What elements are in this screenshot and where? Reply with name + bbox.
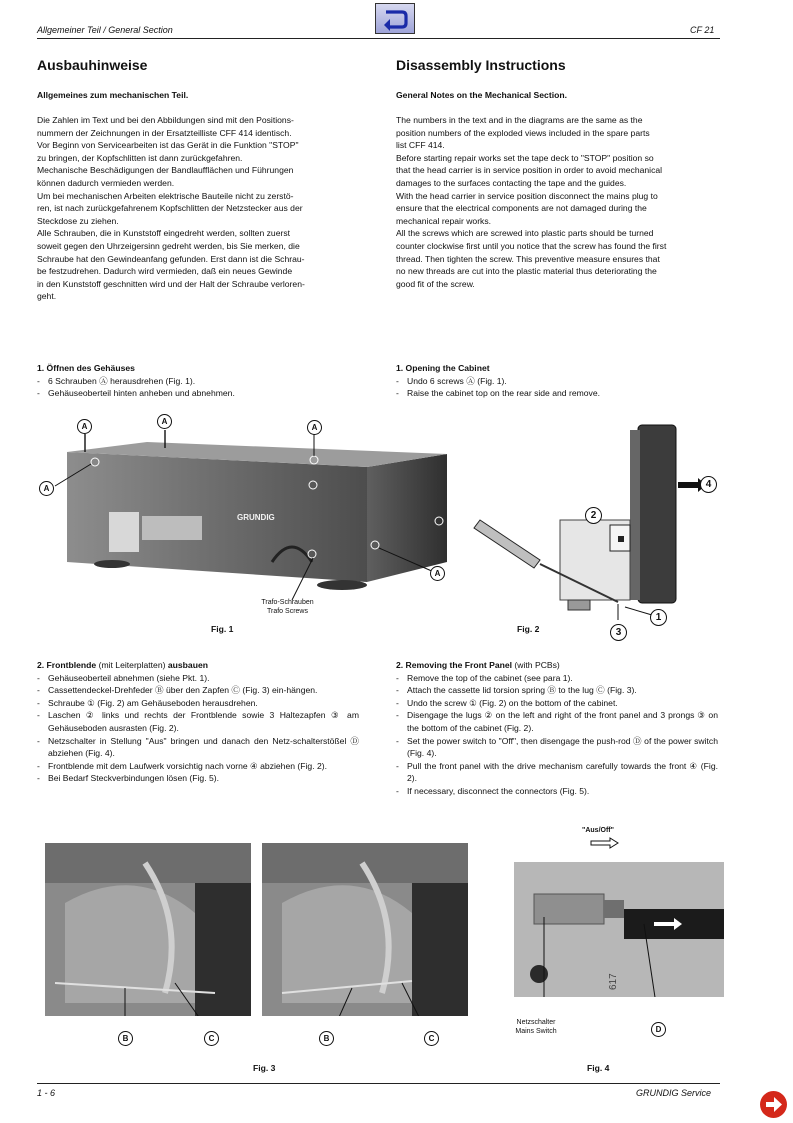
- section-heading: 1. Opening the Cabinet: [396, 363, 490, 373]
- dark-housing: [195, 883, 251, 1016]
- title-en: Disassembly Instructions: [396, 57, 566, 73]
- callout-d: D: [651, 1022, 666, 1037]
- list-item: - Gehäuseoberteil hinten anheben und abnehmen.: [37, 387, 359, 400]
- list-item: - Cassettendeckel-Drehfeder Ⓑ über den Zapfen Ⓒ (Fig. 3) ein-hängen.: [37, 684, 359, 697]
- front-panel-edge: [630, 430, 640, 600]
- callout-2: 2: [585, 507, 602, 524]
- intro-line: mechanical repair works.: [396, 215, 492, 226]
- cabinet-side-panel: [367, 454, 447, 582]
- intro-line: The numbers in the text and in the diagrams are the same as the: [396, 115, 643, 125]
- intro-line: ensure that the electrical components are not damaged during the: [396, 203, 647, 214]
- header-rule: [37, 38, 720, 39]
- intro-line: position numbers of the exploded views included in the spare parts: [396, 127, 650, 138]
- next-arrow-icon: [760, 1091, 787, 1118]
- intro-line: soweit gegen den Uhrzeigersinn gedreht werden, bis Sie merken, die: [37, 240, 300, 251]
- callout-b: B: [118, 1031, 133, 1046]
- intro-line: counter clockwise first until you notice that the screw has found the first: [396, 240, 667, 251]
- switch-bracket: [604, 900, 624, 918]
- callout-a: A: [430, 566, 445, 581]
- rear-connector-panel: [109, 512, 139, 552]
- callout-a: A: [307, 420, 322, 435]
- callout-4: 4: [700, 476, 717, 493]
- list-item: - Disengage the lugs ② on the left and right of the front panel and 3 prongs ③ on the bottom of the cabinet (Fig. 2).: [396, 709, 718, 734]
- figure-1-cabinet-photo: [37, 412, 457, 617]
- list-item: - Laschen ② links und rechts der Frontblende sowie 3 Haltezapfen ③ am Gehäuseboden ausrasten (Fig. 2).: [37, 709, 359, 734]
- subtitle-en: General Notes on the Mechanical Section.: [396, 90, 567, 100]
- pointer-line: [625, 607, 652, 615]
- return-arrow-icon: [376, 4, 414, 33]
- list-item: - If necessary, disconnect the connectors (Fig. 5).: [396, 785, 718, 798]
- list-item: - 6 Schrauben Ⓐ herausdrehen (Fig. 1).: [37, 375, 359, 388]
- list-item: - Undo 6 screws Ⓐ (Fig. 1).: [396, 375, 718, 388]
- section-heading: 1. Öffnen des Gehäuses: [37, 363, 135, 373]
- list-item: - Netzschalter in Stellung "Aus" bringen und danach den Netz-schalterstößel Ⓓ abziehen (Fig. 4).: [37, 735, 359, 760]
- list-item: - Gehäuseoberteil abnehmen (siehe Pkt. 1).: [37, 672, 359, 685]
- section-1-en: [396, 362, 718, 400]
- footer-rule: [37, 1083, 720, 1084]
- brand-logo: GRUNDIG: [237, 513, 275, 522]
- list-item: - Bei Bedarf Steckverbindungen lösen (Fig. 5).: [37, 772, 359, 785]
- screwdriver-handle: [474, 520, 540, 568]
- intro-paragraph-de: [37, 114, 359, 303]
- intro-line: list CFF 414.: [396, 140, 445, 151]
- cabinet-foot: [568, 600, 590, 610]
- intro-line: All the screws which are screwed into plastic parts should be turned: [396, 228, 654, 239]
- intro-line: können dadurch vermieden werden.: [37, 177, 175, 188]
- figure-4-label: Fig. 4: [587, 1063, 610, 1073]
- rear-label-plate: [142, 516, 202, 540]
- callout-a: A: [157, 414, 172, 429]
- caption-en: Mains Switch: [515, 1028, 557, 1035]
- section-2-de: [37, 659, 359, 785]
- section-1-de: [37, 362, 359, 400]
- callout-1: 1: [650, 609, 667, 626]
- intro-line: geht.: [37, 291, 57, 302]
- intro-line: Mechanische Beschädigungen der Bandlaufflächen und Führungen: [37, 165, 294, 176]
- heading-part: 2. Removing the Front Panel: [396, 660, 513, 670]
- intro-paragraph-en: [396, 114, 718, 290]
- header-left: Allgemeiner Teil / General Section: [37, 25, 173, 35]
- switch-position-label: "Aus/Off": [582, 827, 614, 834]
- back-button[interactable]: [375, 3, 415, 34]
- caption-de: Netzschalter: [516, 1019, 556, 1026]
- figure-2-label: Fig. 2: [517, 624, 540, 634]
- intro-line: damages to the surfaces contacting the tape and the guides.: [396, 177, 627, 188]
- section-heading: [37, 659, 359, 672]
- list-item: - Schraube ① (Fig. 2) am Gehäuseboden herausdrehen.: [37, 697, 359, 710]
- fig1-caption: [245, 598, 330, 616]
- intro-line: Steckdose zu ziehen.: [37, 215, 119, 226]
- cabinet-foot: [94, 560, 130, 568]
- caption-de: Trafo-Schrauben: [261, 599, 314, 606]
- intro-line: Alle Schrauben, die in Kunststoff eingedreht werden, sollten zuerst: [37, 228, 291, 239]
- list-item: - Undo the screw ① (Fig. 2) on the bottom of the cabinet.: [396, 697, 718, 710]
- figure-2-front-panel-drawing: [470, 420, 720, 630]
- heading-part: ausbauen: [167, 660, 208, 670]
- off-direction-arrow-icon: [590, 837, 620, 849]
- figure-1-label: Fig. 1: [211, 624, 234, 634]
- list-item: - Attach the cassette lid torsion spring Ⓑ to the lug Ⓒ (Fig. 3).: [396, 684, 718, 697]
- intro-line: zu bringen, der Kopfschlitten ist dann zurückgefahren.: [37, 152, 243, 163]
- lug-hole: [618, 536, 624, 542]
- pcb-marking: 617: [608, 973, 619, 990]
- intro-line: ren, ist nach zurückgefahrenem Kopfschlitten der Netzstecker aus der: [37, 203, 303, 214]
- list-item: - Frontblende mit dem Laufwerk vorsichtig nach vorne ④ abziehen (Fig. 2).: [37, 760, 359, 773]
- front-panel: [638, 425, 676, 603]
- intro-line: no new threads are cut into the plastic material thus deteriorating the: [396, 266, 657, 277]
- subtitle-de: Allgemeines zum mechanischen Teil.: [37, 90, 189, 100]
- caption-en: Trafo Screws: [267, 608, 308, 615]
- section-heading: [396, 659, 718, 672]
- intro-line: Um bei mechanischen Arbeiten elektrische Bauteile nicht zu zerstö-: [37, 190, 294, 201]
- capacitor: [530, 965, 548, 983]
- intro-line: that the head carrier is in service position in order to avoid mechanical: [396, 165, 663, 176]
- callout-c: C: [424, 1031, 439, 1046]
- intro-line: Before starting repair works set the tape deck to "STOP" position so: [396, 152, 654, 163]
- list-item: - Pull the front panel with the drive mechanism carefully towards the front ④ (Fig. 2).: [396, 760, 718, 785]
- mechanism-plate: [282, 885, 412, 1003]
- intro-line: With the head carrier in service position disconnect the mains plug to: [396, 190, 658, 201]
- intro-line: nummern der Zeichnungen in der Ersatzteilliste CFF 414 identisch.: [37, 127, 292, 138]
- page-number: 1 - 6: [37, 1088, 56, 1098]
- cabinet-foot: [317, 580, 367, 590]
- intro-line: thread. Then tighten the screw. This preventive measure ensures that: [396, 253, 660, 264]
- callout-a: A: [39, 481, 54, 496]
- figure-3-photo-left: [45, 843, 251, 1016]
- figure-3-label: Fig. 3: [253, 1063, 276, 1073]
- figure-3-photo-right: [262, 843, 468, 1016]
- callout-3: 3: [610, 624, 627, 641]
- section-2-en: [396, 659, 718, 798]
- dark-housing: [412, 883, 468, 1016]
- list-item: - Set the power switch to "Off", then disengage the push-rod Ⓓ of the power switch (Fig. 4).: [396, 735, 718, 760]
- intro-line: Die Zahlen im Text und bei den Abbildungen sind mit den Positions-: [37, 115, 294, 125]
- title-de: Ausbauhinweise: [37, 57, 148, 73]
- list-item: - Remove the top of the cabinet (see para 1).: [396, 672, 718, 685]
- intro-line: Vor Beginn von Servicearbeiten ist das Gerät in die Funktion "STOP": [37, 140, 299, 151]
- next-page-button[interactable]: [760, 1091, 787, 1118]
- heading-part: (mit Leiterplatten): [96, 660, 168, 670]
- callout-a: A: [77, 419, 92, 434]
- heading-part: (with PCBs): [512, 660, 560, 670]
- intro-line: Schraube hat den Gewindeanfang gefunden. Erst dann ist die Schrau-: [37, 253, 305, 264]
- intro-line: be festzudrehen. Dadurch wird vermieden, daß ein neues Gewinde: [37, 266, 293, 277]
- footer-brand: GRUNDIG Service: [636, 1088, 712, 1098]
- figure-4-switch-photo: [514, 862, 724, 997]
- callout-c: C: [204, 1031, 219, 1046]
- list-item: - Raise the cabinet top on the rear side and remove.: [396, 387, 718, 400]
- intro-line: in den Kunststoff geschnitten wird und der Halt der Schraube verloren-: [37, 278, 305, 289]
- intro-line: good fit of the screw.: [396, 278, 475, 289]
- heading-part: 2. Frontblende: [37, 660, 97, 670]
- fig4-caption: [502, 1018, 570, 1036]
- header-right: CF 21: [690, 25, 715, 35]
- callout-b: B: [319, 1031, 334, 1046]
